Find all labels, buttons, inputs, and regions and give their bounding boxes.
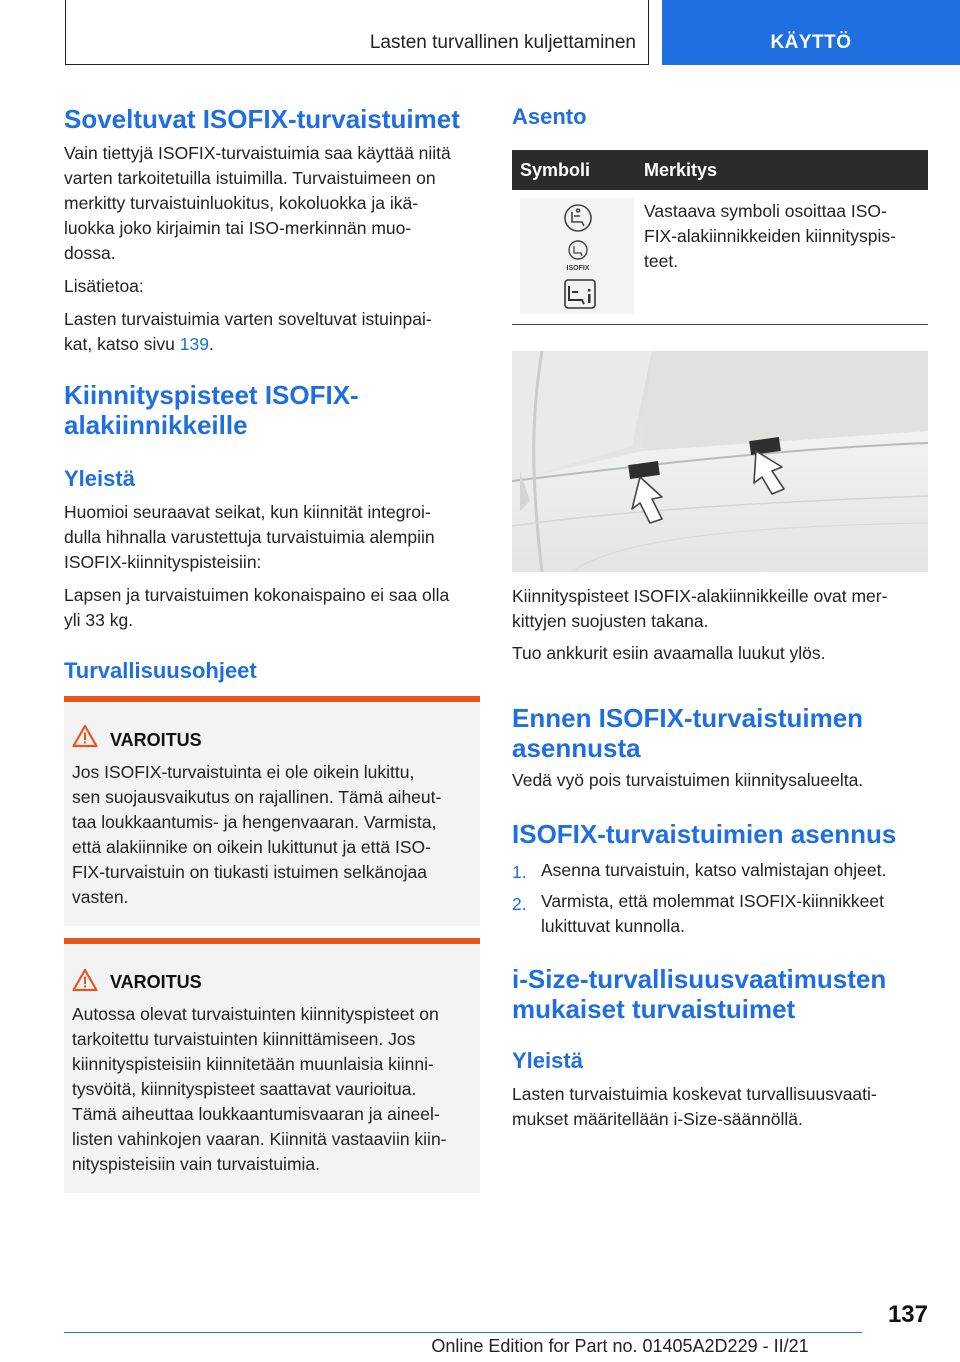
paragraph-ankkurit: Tuo ankkurit esiin avaamalla luukut ylös. — [512, 643, 826, 663]
paragraph-isize — [512, 1082, 932, 1132]
footer-divider — [64, 1332, 862, 1333]
heading-line: asennusta — [512, 733, 641, 763]
text-line: Kiinnityspisteet ISOFIX-alakiinnikkeille ovat mer- — [512, 586, 888, 606]
text-line: luokka joko kirjaimin tai ISO-merkinnän muo- — [64, 218, 412, 238]
heading-ennen-asennusta — [512, 703, 863, 763]
heading-kiinnityspisteet — [64, 380, 359, 440]
paragraph-ennen: Vedä vyö pois turvaistuimen kiinnitysalueelta. — [512, 770, 864, 790]
text-line: Tämä aiheuttaa loukkaantumisvaaran ja aineel- — [72, 1104, 440, 1124]
heading-line: alakiinnikkeille — [64, 410, 248, 440]
section-tab — [662, 0, 960, 65]
text-line: lukittuvat kunnolla. — [541, 916, 685, 936]
table-header — [512, 150, 928, 190]
text-line: FIX-alakiinnikkeiden kiinnityspis- — [644, 226, 896, 246]
isofix-symbol-cell — [520, 198, 634, 314]
heading-line: Kiinnityspisteet ISOFIX- — [64, 380, 359, 410]
text-line: Lapsen ja turvaistuimen kokonaispaino ei saa olla — [64, 585, 450, 605]
list-number: 2. — [512, 894, 527, 914]
paragraph-yleista — [64, 500, 484, 575]
paragraph-photo-caption — [512, 584, 932, 634]
text-line: Autossa olevat turvaistuinten kiinnityspisteet on — [72, 1004, 439, 1024]
heading-yleista: Yleistä — [64, 466, 135, 491]
heading-line: i-Size-turvallisuusvaatimusten — [512, 964, 887, 994]
text-segment: kat, katso sivu — [64, 334, 180, 354]
heading-isize — [512, 964, 886, 1024]
text-segment: . — [208, 334, 214, 354]
list-number: 1. — [512, 862, 527, 882]
warning-triangle-icon — [72, 724, 98, 748]
text-line: että alakiinnike on oikein lukittunut ja että ISO- — [72, 837, 431, 857]
text-line: dulla hihnalla varustettuja turvaistuimia alempiin — [64, 527, 435, 547]
text-line: mukset määritellään i-Size-säännöllä. — [512, 1109, 803, 1129]
heading-line: mukaiset turvaistuimet — [512, 994, 796, 1024]
text-line: FIX-turvaistuin on tiukasti istuimen selkänojaa — [72, 862, 428, 882]
column-header-meaning: Merkitys — [644, 160, 718, 180]
heading-yleista-2: Yleistä — [512, 1048, 583, 1073]
warning-text — [72, 760, 472, 910]
page-link-139[interactable]: 139 — [179, 334, 209, 354]
list-item — [541, 889, 931, 939]
text-line: yli 33 kg. — [64, 610, 134, 630]
text-line: vasten. — [72, 887, 129, 907]
seat-anchor-illustration — [512, 351, 928, 572]
text-line: Lasten turvaistuimia varten soveltuvat istuinpai- — [64, 309, 432, 329]
isofix-label: ISOFIX — [566, 265, 590, 272]
lisatietoa-label: Lisätietoa: — [64, 276, 144, 296]
table-meaning-cell — [644, 199, 934, 274]
warning-text — [72, 1002, 472, 1177]
text-line: tarkoitettu turvaistuinten kiinnittämiseen. Jos — [72, 1029, 416, 1049]
page-number: 137 — [887, 1301, 928, 1328]
text-line: Huomioi seuraavat seikat, kun kiinnität integroi- — [64, 502, 431, 522]
paragraph-lisatietoa — [64, 307, 484, 357]
chapter-title: Lasten turvallinen kuljettaminen — [369, 32, 636, 53]
text-line: ISOFIX-kiinnityspisteisiin: — [64, 552, 262, 572]
header-chapter-box — [65, 0, 649, 65]
text-line: tysvöitä, kiinnityspisteet saattavat vaurioitua. — [72, 1079, 417, 1099]
heading-asennus: ISOFIX-turvaistuimien asennus — [512, 819, 897, 849]
section-label: KÄYTTÖ — [770, 32, 852, 53]
heading-line: Ennen ISOFIX-turvaistuimen — [512, 703, 864, 733]
paragraph-soveltuvat — [64, 141, 484, 266]
text-line: sen suojausvaikutus on rajallinen. Tämä aiheut- — [72, 787, 442, 807]
text-line: Asenna turvaistuin, katso valmistajan ohjeet. — [541, 860, 887, 880]
heading-soveltuvat: Soveltuvat ISOFIX-turvaistuimet — [64, 104, 460, 134]
footer-edition: Online Edition for Part no. 01405A2D229 - II/21 — [431, 1336, 809, 1356]
text-line: Varmista, että molemmat ISOFIX-kiinnikkeet — [541, 891, 884, 911]
warning-box-1 — [64, 696, 480, 926]
text-line: Vastaava symboli osoittaa ISO- — [644, 201, 887, 221]
text-line — [64, 332, 484, 357]
text-line: Jos ISOFIX-turvaistuinta ei ole oikein lukittu, — [72, 762, 415, 782]
text-line: listen vahinkojen vaaran. Kiinnitä vastaaviin kiin- — [72, 1129, 447, 1149]
heading-asento: Asento — [512, 104, 587, 129]
column-header-symbol: Symboli — [520, 160, 591, 180]
warning-title: VAROITUS — [110, 972, 202, 992]
warning-triangle-icon — [72, 968, 98, 992]
text-line: kiinnityspisteisiin kiinnitetään muunlaisia kiinni- — [72, 1054, 434, 1074]
text-line: nityspisteisiin vain turvaistuimia. — [72, 1154, 321, 1174]
paragraph-paino — [64, 583, 484, 633]
table-divider — [512, 324, 928, 325]
text-line: Vain tiettyjä ISOFIX-turvaistuimia saa käyttää niitä — [64, 143, 451, 163]
warning-title: VAROITUS — [110, 730, 202, 750]
heading-turvallisuusohjeet: Turvallisuusohjeet — [64, 658, 257, 683]
text-line: Lasten turvaistuimia koskevat turvallisuusvaati- — [512, 1084, 877, 1104]
text-line: kittyjen suojusten takana. — [512, 611, 709, 631]
isofix-symbols-icon — [520, 198, 634, 314]
rear-seat-photo — [512, 351, 928, 572]
text-line: dossa. — [64, 243, 116, 263]
text-line: taa loukkaantumis- ja hengenvaaran. Varmista, — [72, 812, 437, 832]
warning-box-2 — [64, 938, 480, 1193]
text-line: teet. — [644, 251, 679, 271]
list-item — [541, 858, 931, 883]
text-line: varten tarkoitetuilla istuimilla. Turvaistuimeen on — [64, 168, 436, 188]
text-line: merkitty turvaistuinluokitus, kokoluokka ja ikä- — [64, 193, 419, 213]
